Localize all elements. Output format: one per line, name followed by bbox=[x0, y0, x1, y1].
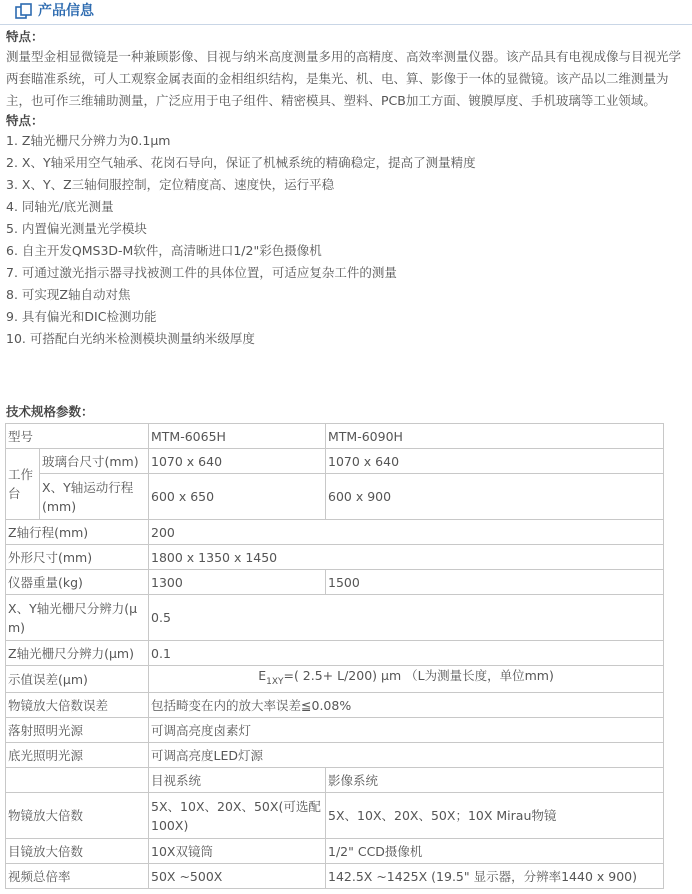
features-list bbox=[6, 130, 688, 350]
features-heading: 特点： bbox=[6, 113, 44, 128]
table-row bbox=[6, 839, 664, 864]
intro-heading: 特点： bbox=[6, 29, 44, 44]
top-light: 可调高亮度卤素灯 bbox=[149, 718, 664, 743]
section-title: 产品信息 bbox=[38, 3, 94, 19]
xy-travel-b: 600 x 900 bbox=[326, 474, 664, 520]
feature-item: 1. Z轴光栅尺分辨力为0.1μm bbox=[6, 133, 171, 148]
feature-item: 10. 可搭配白光纳米检测模块测量纳米级厚度 bbox=[6, 331, 255, 346]
visual-system-header: 目视系统 bbox=[149, 768, 326, 793]
table-row bbox=[6, 718, 664, 743]
glass-label: 玻璃台尺寸(mm) bbox=[40, 449, 149, 474]
image-system-header: 影像系统 bbox=[326, 768, 664, 793]
glass-a: 1070 x 640 bbox=[149, 449, 326, 474]
xy-travel-a: 600 x 650 bbox=[149, 474, 326, 520]
model-label: 型号 bbox=[6, 424, 149, 449]
table-row bbox=[6, 864, 664, 889]
objective-image: 5X、10X、20X、50X；10X Mirau物镜 bbox=[326, 793, 664, 839]
specs-table bbox=[5, 423, 664, 889]
dims: 1800 x 1350 x 1450 bbox=[149, 545, 664, 570]
feature-item: 2. X、Y轴采用空气轴承、花岗石导向，保证了机械系统的精确稳定，提高了测量精度 bbox=[6, 155, 476, 170]
z-res: 0.1 bbox=[149, 641, 664, 666]
table-row bbox=[6, 449, 664, 474]
feature-item: 8. 可实现Z轴自动对焦 bbox=[6, 287, 131, 302]
table-row bbox=[6, 545, 664, 570]
feature-item: 4. 同轴光/底光测量 bbox=[6, 199, 114, 214]
specs-heading: 技术规格参数： bbox=[6, 404, 94, 419]
feature-item: 3. X、Y、Z三轴伺服控制，定位精度高、速度快，运行平稳 bbox=[6, 177, 335, 192]
mag-error: 包括畸变在内的放大率误差≦0.08% bbox=[149, 693, 664, 718]
bottom-light: 可调高亮度LED灯源 bbox=[149, 743, 664, 768]
table-row bbox=[6, 474, 664, 520]
table-row bbox=[6, 768, 664, 793]
eyepiece-label: 目镜放大倍数 bbox=[6, 839, 149, 864]
table-row bbox=[6, 793, 664, 839]
eyepiece-visual: 10X双镜筒 bbox=[149, 839, 326, 864]
xy-res: 0.5 bbox=[149, 595, 664, 641]
glass-b: 1070 x 640 bbox=[326, 449, 664, 474]
intro-text: 测量型金相显微镜是一种兼顾影像、目视与纳米高度测量多用的高精度、高效率测量仪器。该产品具有电视成像与目视光学两套瞄准系统，可人工观察金属表面的金相组织结构，是集光、机、电、算、影像于一体的显微镜。该产品以二维测量为主，也可作三维辅助测量，广泛应用于电子组件、精密模具、塑料、PCB加工方面、镀膜厚度、手机玻璃等工业领域。 bbox=[6, 49, 682, 108]
table-row bbox=[6, 520, 664, 545]
section-header bbox=[0, 0, 692, 25]
mag-error-label: 物镜放大倍数误差 bbox=[6, 693, 149, 718]
weight-label: 仪器重量(kg) bbox=[6, 570, 149, 595]
model-b: MTM-6090H bbox=[326, 424, 664, 449]
table-row bbox=[6, 666, 664, 693]
z-travel-label: Z轴行程(mm) bbox=[6, 520, 149, 545]
total-image: 142.5X ~1425X (19.5" 显示器，分辨率1440 x 900) bbox=[326, 864, 664, 889]
dims-label: 外形尺寸(mm) bbox=[6, 545, 149, 570]
xy-travel-label: X、Y轴运动行程(mm) bbox=[40, 474, 149, 520]
error-e: E bbox=[258, 668, 267, 683]
objective-label: 物镜放大倍数 bbox=[6, 793, 149, 839]
empty-cell bbox=[6, 768, 149, 793]
z-travel: 200 bbox=[149, 520, 664, 545]
weight-a: 1300 bbox=[149, 570, 326, 595]
weight-b: 1500 bbox=[326, 570, 664, 595]
feature-item: 7. 可通过激光指示器寻找被测工件的具体位置，可适应复杂工件的测量 bbox=[6, 265, 397, 280]
total-label: 视频总倍率 bbox=[6, 864, 149, 889]
table-row bbox=[6, 424, 664, 449]
error-formula: =( 2.5+ L/200) μm （L为测量长度，单位mm) bbox=[283, 668, 554, 683]
table-row bbox=[6, 641, 664, 666]
error-value bbox=[149, 666, 664, 693]
z-res-label: Z轴光栅尺分辨力(μm) bbox=[6, 641, 149, 666]
bottom-light-label: 底光照明光源 bbox=[6, 743, 149, 768]
error-label: 示值误差(μm) bbox=[6, 666, 149, 693]
eyepiece-image: 1/2" CCD摄像机 bbox=[326, 839, 664, 864]
table-row bbox=[6, 570, 664, 595]
objective-visual: 5X、10X、20X、50X(可选配100X) bbox=[149, 793, 326, 839]
table-row bbox=[6, 743, 664, 768]
total-visual: 50X ~500X bbox=[149, 864, 326, 889]
table-row bbox=[6, 693, 664, 718]
table-row bbox=[6, 595, 664, 641]
xy-res-label: X、Y轴光栅尺分辨力(μm) bbox=[6, 595, 149, 641]
feature-item: 6. 自主开发QMS3D-M软件，高清晰进口1/2"彩色摄像机 bbox=[6, 243, 322, 258]
model-a: MTM-6065H bbox=[149, 424, 326, 449]
product-description bbox=[6, 28, 688, 350]
error-subscript: 1XY bbox=[266, 677, 284, 687]
top-light-label: 落射照明光源 bbox=[6, 718, 149, 743]
worktable-label: 工作台 bbox=[6, 449, 40, 520]
feature-item: 9. 具有偏光和DIC检测功能 bbox=[6, 309, 157, 324]
product-info-icon bbox=[15, 3, 33, 20]
feature-item: 5. 内置偏光测量光学模块 bbox=[6, 221, 147, 236]
